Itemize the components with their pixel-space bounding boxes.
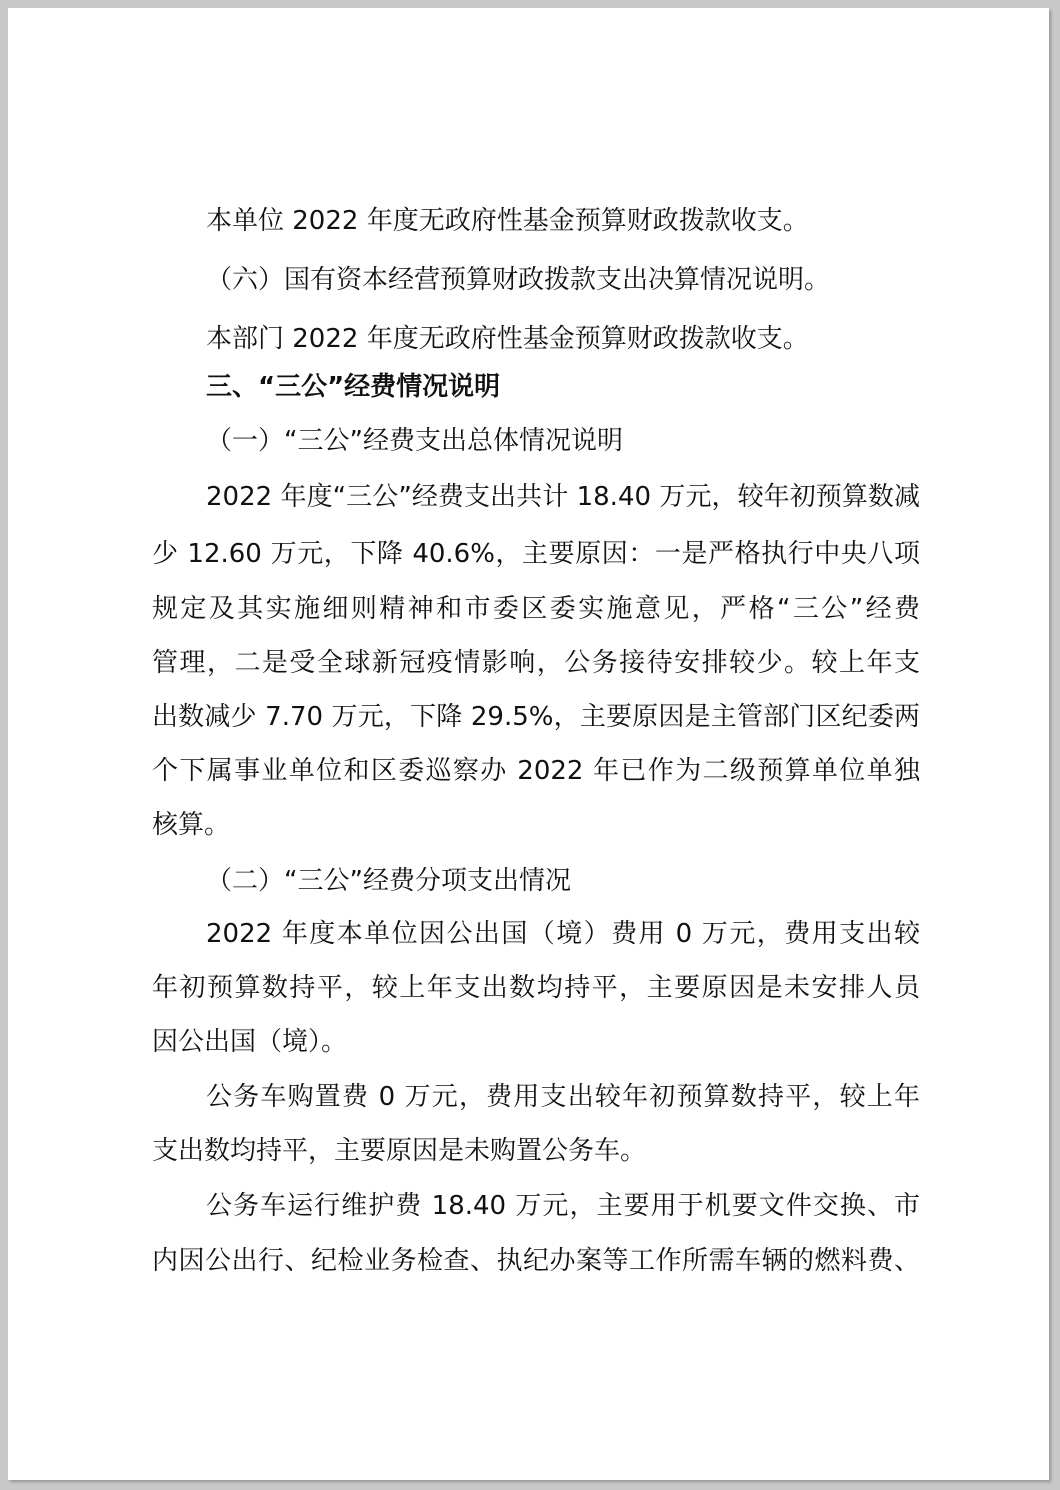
paragraph-line: 个下属事业单位和区委巡察办 2022 年已作为二级预算单位单独 [152, 756, 920, 786]
paragraph-line: 2022 年度“三公”经费支出共计 18.40 万元，较年初预算数减 [206, 482, 920, 512]
paragraph-line: 少 12.60 万元，下降 40.6%，主要原因：一是严格执行中央八项 [152, 539, 920, 569]
paragraph-line: 本单位 2022 年度无政府性基金预算财政拨款收支。 [206, 206, 809, 236]
paragraph-line: 2022 年度本单位因公出国（境）费用 0 万元，费用支出较 [206, 919, 920, 949]
document-page [8, 8, 1049, 1480]
paragraph-line: 本部门 2022 年度无政府性基金预算财政拨款收支。 [206, 324, 809, 354]
paragraph-line: 公务车运行维护费 18.40 万元，主要用于机要文件交换、市 [206, 1191, 920, 1221]
section-heading: （二）“三公”经费分项支出情况 [206, 866, 571, 896]
section-heading: （六）国有资本经营预算财政拨款支出决算情况说明。 [206, 265, 831, 295]
paragraph-line: 核算。 [152, 810, 231, 840]
paragraph-line: 支出数均持平，主要原因是未购置公务车。 [152, 1136, 647, 1166]
paragraph-line: 内因公出行、纪检业务检查、执纪办案等工作所需车辆的燃料费、 [152, 1246, 920, 1276]
paragraph-line: 出数减少 7.70 万元，下降 29.5%，主要原因是主管部门区纪委两 [152, 702, 920, 732]
paragraph-line: 因公出国（境）。 [152, 1027, 348, 1057]
paragraph-line: 公务车购置费 0 万元，费用支出较年初预算数持平，较上年 [206, 1082, 920, 1112]
paragraph-line: 年初预算数持平，较上年支出数均持平，主要原因是未安排人员 [152, 973, 920, 1003]
section-heading: （一）“三公”经费支出总体情况说明 [206, 426, 623, 456]
chapter-heading: 三、“三公”经费情况说明 [206, 372, 501, 402]
paragraph-line: 规定及其实施细则精神和市委区委实施意见，严格“三公”经费 [152, 594, 920, 624]
paragraph-line: 管理，二是受全球新冠疫情影响，公务接待安排较少。较上年支 [152, 648, 920, 678]
